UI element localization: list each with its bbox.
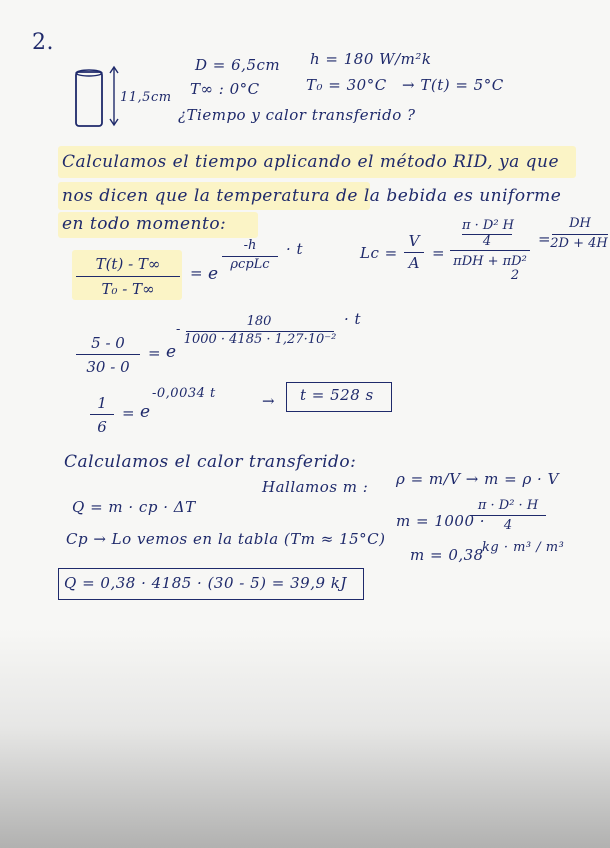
q-result: Q = 0,38 · 4185 · (30 - 5) = 39,9 kJ xyxy=(64,574,347,592)
m-frac-num: π · D² · H xyxy=(477,498,539,513)
m-frac-bar xyxy=(470,515,546,516)
lc-res-den: 2D + 4H xyxy=(550,236,608,251)
heat-title: Calculamos el calor transferido: xyxy=(64,452,357,472)
eq3-base: e xyxy=(140,402,151,422)
m-formula: m = 1000 · xyxy=(396,512,486,530)
m-frac-den: 4 xyxy=(503,518,513,533)
m-unit: kg · m³ / m³ xyxy=(482,540,565,555)
eq3-result: t = 528 s xyxy=(300,386,374,404)
text-line-2: nos dicen que la temperatura de la bebida es uniforme xyxy=(62,186,562,206)
lc-res-num: DH xyxy=(569,216,591,231)
lc-a: A xyxy=(408,254,420,272)
t-final: → T(t) = 5°C xyxy=(402,76,504,94)
eq3-lhs-den: 6 xyxy=(97,418,107,436)
eq2-exp-tail: · t xyxy=(344,310,362,328)
eq1-exp-tail: · t xyxy=(286,240,304,258)
lc-eq: = xyxy=(432,244,446,262)
eq1-exp-den: ρcpLc xyxy=(230,257,270,272)
diameter: D = 6,5cm xyxy=(195,56,281,74)
eq1-lhs-num: T(t) - T∞ xyxy=(95,255,161,273)
text-line-1: Calculamos el tiempo aplicando el método RID, ya que xyxy=(62,152,560,172)
lc-label: Lc = xyxy=(360,244,398,262)
m-value: m = 0,38 xyxy=(410,546,484,564)
hallamos-m: Hallamos m : xyxy=(262,478,369,496)
eq1-lhs-den: T₀ - T∞ xyxy=(101,280,155,298)
lc-mid-bar xyxy=(450,250,530,251)
t-infinity: T∞ : 0°C xyxy=(190,80,260,98)
rho-formula: ρ = m/V → m = ρ · V xyxy=(396,470,559,488)
eq2-exp-den: 1000 · 4185 · 1,27·10⁻² xyxy=(183,332,337,347)
eq3-arrow: → xyxy=(262,392,276,410)
cp-line: Cp → Lo vemos en la tabla (Tm ≈ 15°C) xyxy=(66,530,386,548)
lc-eq2: = xyxy=(538,230,552,248)
eq3-lhs-num: 1 xyxy=(97,394,107,412)
eq3-lhs-bar xyxy=(90,414,114,415)
height-label: 11,5cm xyxy=(120,90,172,105)
eq1-lhs-bar xyxy=(76,276,180,277)
problem-number: 2. xyxy=(32,30,54,55)
t-initial: T₀ = 30°C xyxy=(306,76,387,94)
eq3-equals: = xyxy=(122,404,136,422)
question: ¿Tiempo y calor transferido ? xyxy=(178,106,416,124)
eq1-exp-num: -h xyxy=(243,238,257,253)
eq1-base: e xyxy=(208,264,219,284)
q-formula: Q = m · cp · ΔT xyxy=(72,498,196,516)
eq2-lhs-bar xyxy=(76,354,140,355)
lc-mid-den-den: 2 xyxy=(510,268,520,283)
lc-va-bar xyxy=(404,252,424,253)
eq2-lhs-num: 5 - 0 xyxy=(91,334,125,352)
eq2-exp-neg: - xyxy=(176,322,181,337)
h-coefficient: h = 180 W/m²k xyxy=(310,50,432,68)
eq2-base: e xyxy=(166,342,177,362)
eq2-lhs-den: 30 - 0 xyxy=(86,358,130,376)
lc-mid-num-den: 4 xyxy=(482,234,492,249)
eq1-equals: = xyxy=(190,264,204,282)
text-line-3: en todo momento: xyxy=(62,214,227,234)
eq2-equals: = xyxy=(148,344,162,362)
lc-v: V xyxy=(408,232,420,250)
lc-mid-den: πDH + πD² xyxy=(453,254,527,269)
eq3-exp: -0,0034 t xyxy=(152,386,216,401)
lc-mid-num: π · D² H xyxy=(461,218,515,233)
eq2-exp-num: 180 xyxy=(246,314,272,329)
lc-res-bar xyxy=(552,234,608,235)
